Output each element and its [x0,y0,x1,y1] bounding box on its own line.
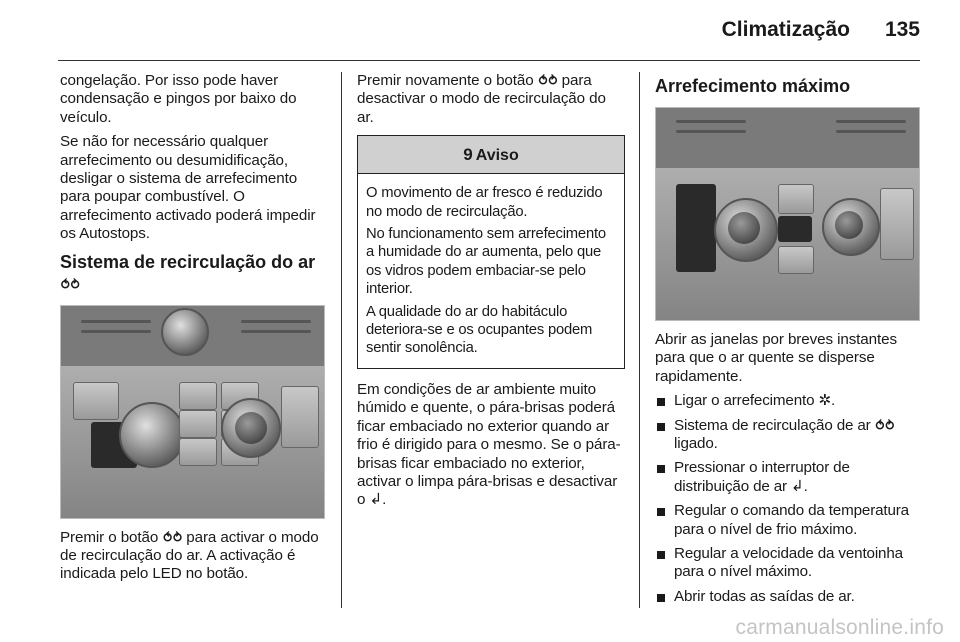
air-distribution-icon: ↲ [369,491,383,509]
page-number: 135 [884,18,920,41]
paragraph-text: Premir novamente o botão [357,72,534,89]
column-divider [639,72,640,608]
recirculation-icon: ⥀⥁ [162,529,183,545]
list-item [655,502,921,539]
warning-paragraph: O movimento de ar fresco é reduzido no modo de recirculação. [366,185,603,220]
warning-body [358,174,624,368]
climate-panel-photo [60,305,325,519]
paragraph [357,381,625,510]
paragraph-text: para desactivar o modo de recirculação do ar. [357,72,606,126]
list-item [655,417,921,454]
column-1 [60,72,328,590]
header-rule [58,60,920,61]
list-item [655,588,921,606]
section-heading: Arrefecimento máximo [655,76,851,96]
section-heading [60,252,328,295]
watermark: carmanualsonline.info [735,616,944,639]
list-item-text: . [803,477,808,495]
paragraph [357,72,625,127]
paragraph: Se não for necessário qualquer arrefecimento ou desumidificação, desligar o sistema de arrefecimento para poupar combustível. O arrefecimento activado poderá impedir os Autostops. [60,133,316,243]
paragraph-text: . [382,491,387,509]
bullet-list [655,392,921,606]
paragraph-text: para activar o modo de recirculação do ar. A activação é indicada pelo LED no botão. [60,528,319,583]
section-heading-text: Sistema de recirculação do ar [60,251,316,272]
page-title: Climatização [721,18,850,41]
warning-box [357,135,625,369]
paragraph: congelação. Por isso pode haver condensação e pingos por baixo do veículo. [60,72,297,126]
list-item-text: Sistema de recirculação de ar [674,416,871,434]
warning-header [358,136,624,174]
list-item [655,392,921,410]
list-item-text: ligado. [674,435,718,453]
warning-title: Aviso [475,147,519,165]
list-item-text: Regular a velocidade da ventoinha para o nível máximo. [674,545,903,581]
list-item [655,459,921,496]
warning-paragraph: No funcionamento sem arrefecimento a humidade do ar aumenta, pelo que os vidros podem embaciar-se pelo interior. [366,226,606,298]
column-2 [357,72,625,516]
snowflake-icon: ✲ [818,392,832,410]
recirculation-icon: ⥀⥁ [60,276,80,292]
paragraph [60,529,328,584]
list-item-text: . [831,392,836,410]
recirculation-icon: ⥀⥁ [874,417,895,433]
list-item-text: Pressionar o interruptor de distribuição de ar [674,459,850,495]
list-item-text: Regular o comando da temperatura para o nível de frio máximo. [674,502,909,538]
list-item-text: Abrir todas as saídas de ar. [674,587,855,605]
warning-triangle-icon: 9 [463,145,473,165]
paragraph-text: Em condições de ar ambiente muito húmido e quente, o pára-brisas poderá ficar embaciado no exterior quando ar frio é dirigido para o mesmo. Se o pára-brisas ficar embaciado no exterior, activar o limpa pára-brisas e desactivar o [357,380,621,509]
list-item-text: Ligar o arrefecimento [674,392,815,410]
paragraph-text: Premir o botão [60,528,159,546]
paragraph: Abrir as janelas por breves instantes para que o ar quente se disperse rapidamente. [655,331,897,385]
column-divider [341,72,342,608]
warning-paragraph: A qualidade do ar do habitáculo deteriora-se e os ocupantes podem sentir sonolência. [366,303,593,357]
recirculation-icon: ⥀⥁ [537,73,558,88]
climate-panel-photo [655,107,920,321]
column-3 [655,72,921,612]
air-distribution-icon: ↲ [791,477,804,495]
list-item [655,545,921,582]
